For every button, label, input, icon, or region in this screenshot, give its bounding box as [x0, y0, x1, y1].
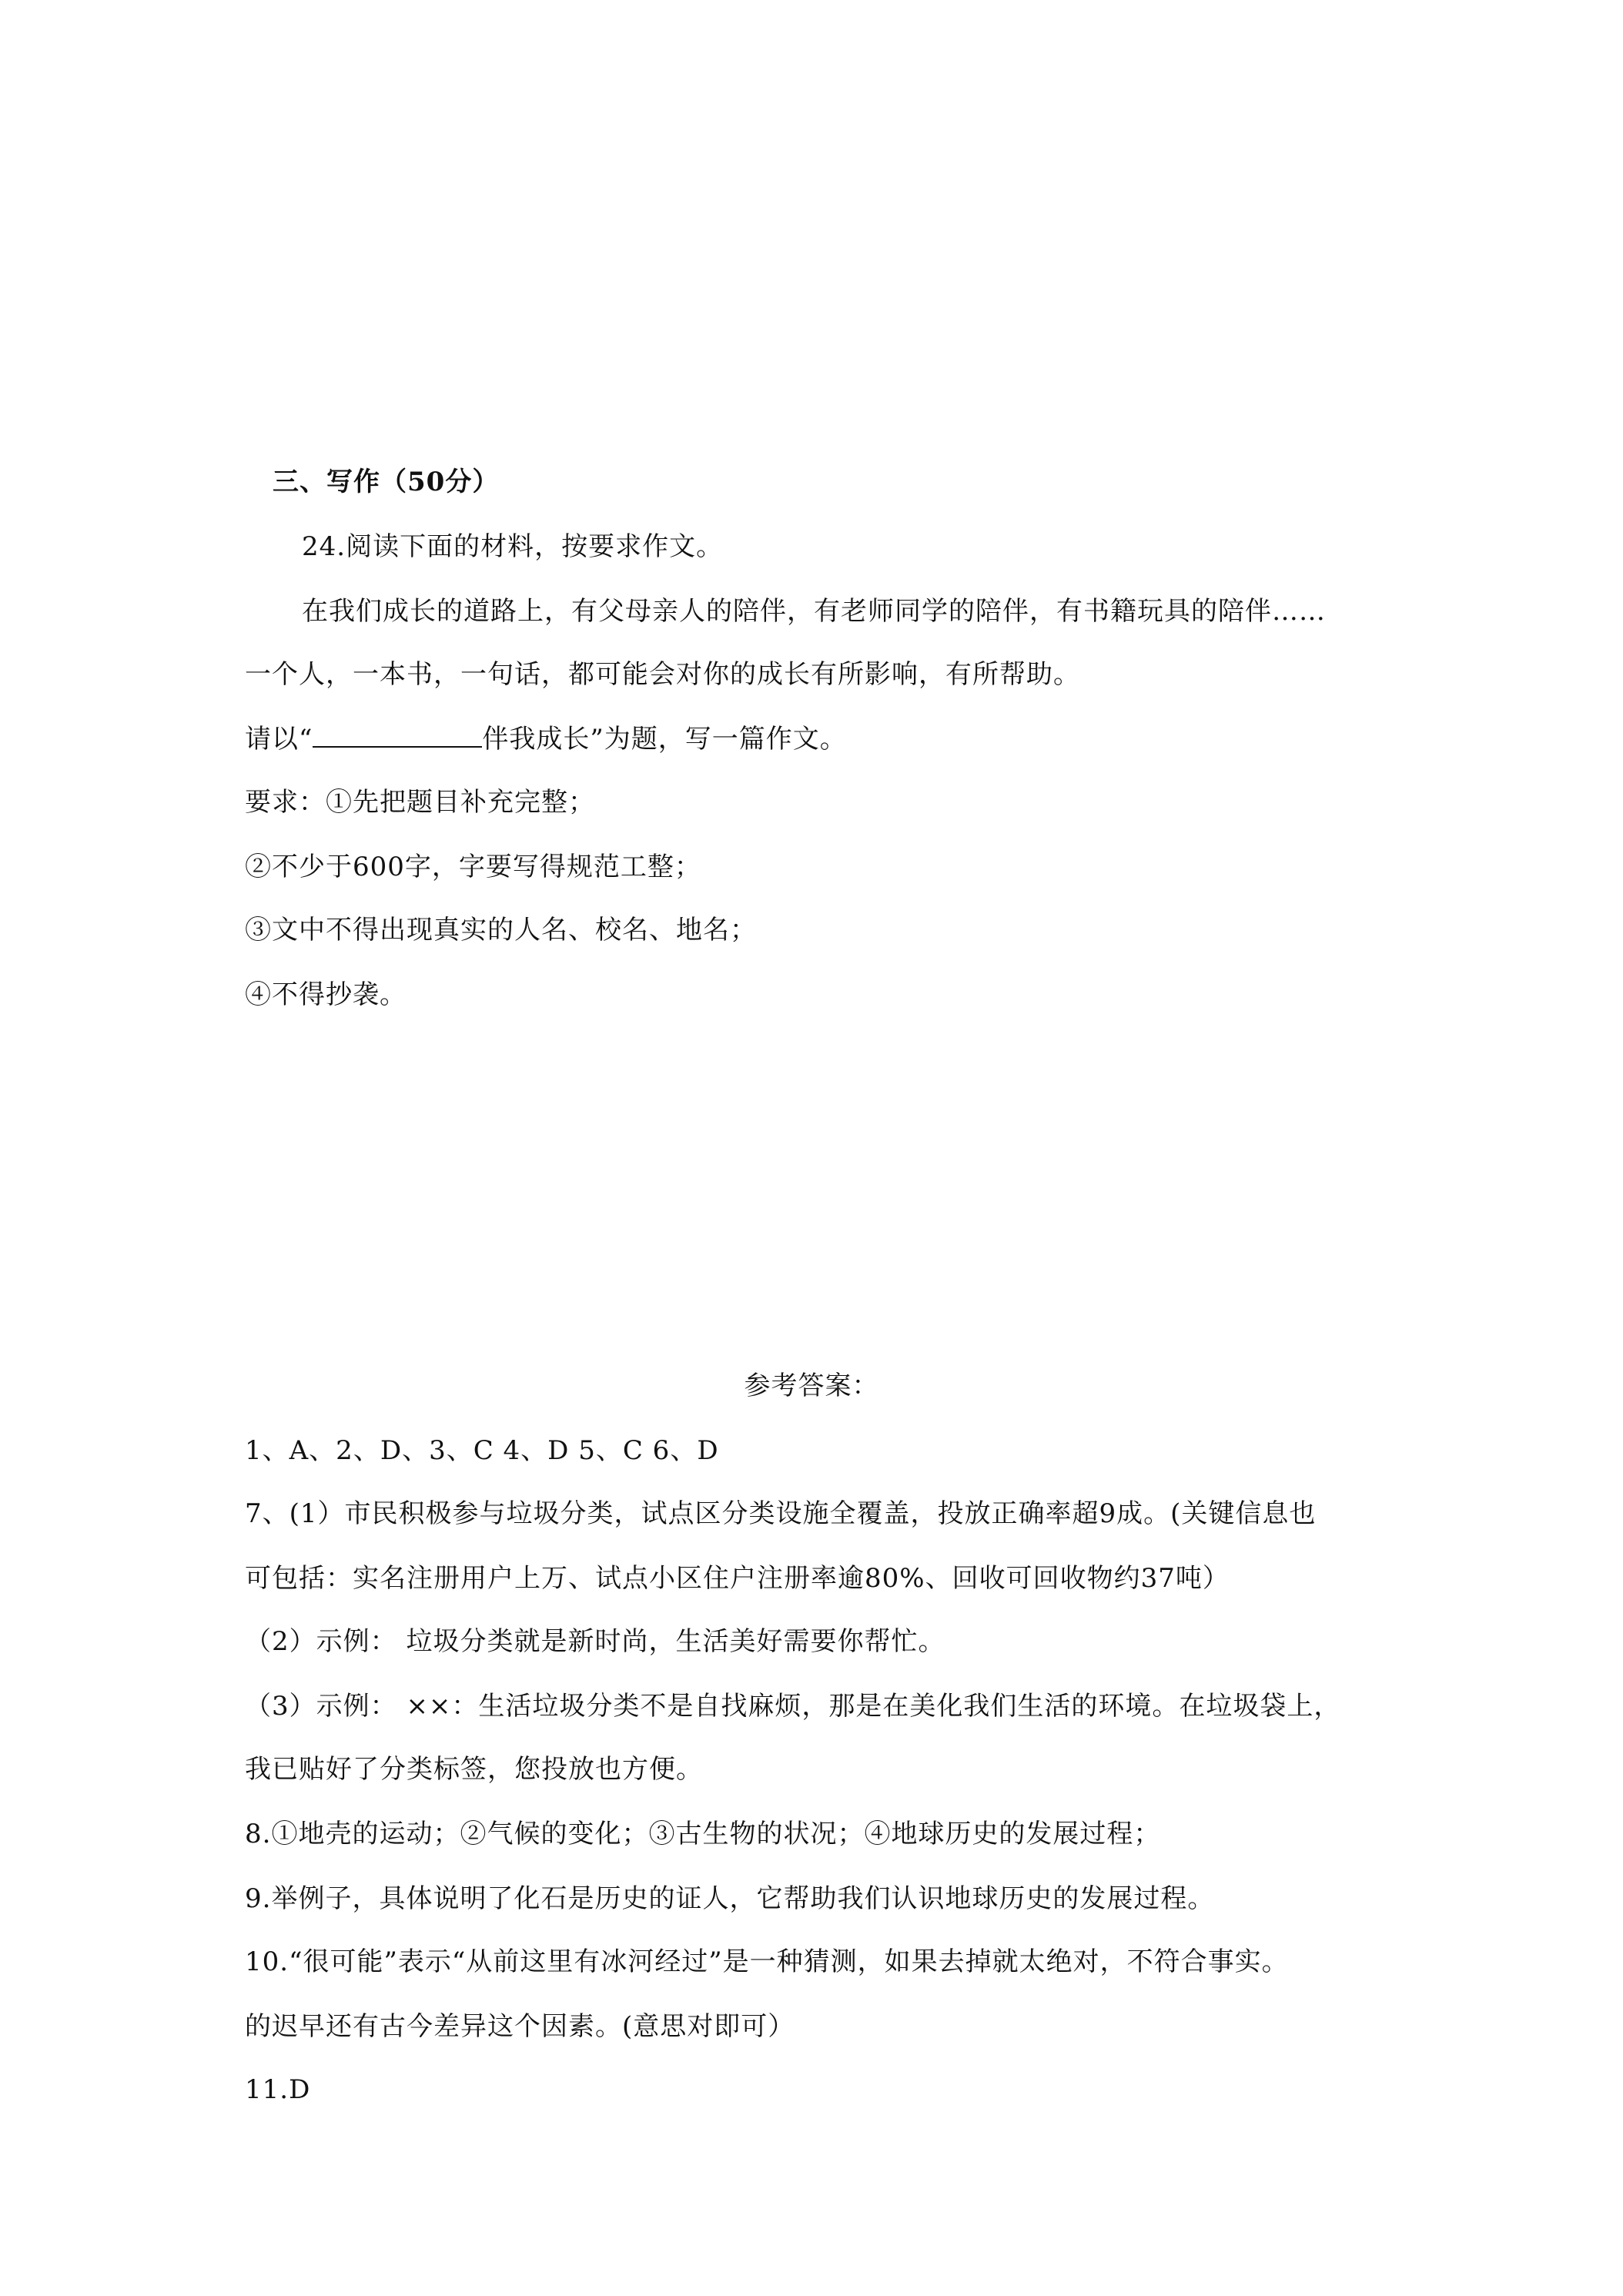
answer-line-7: 8.①地壳的运动；②气候的变化；③古生物的状况；④地球历史的发展过程；: [245, 1819, 1161, 1849]
answer-line-1: 1、A、2、D、3、C 4、D 5、C 6、D: [245, 1435, 719, 1466]
section-heading-writing: 三、写作（50分）: [273, 467, 500, 497]
essay-prompt-prefix: 请以“: [245, 724, 313, 755]
answers-title: 参考答案：: [744, 1371, 879, 1401]
answer-line-6: 我已贴好了分类标签，您投放也方便。: [245, 1754, 703, 1785]
requirement-1: 要求：①先把题目补充完整；: [245, 787, 595, 818]
answer-line-2: 7、(1）市民积极参与垃圾分类，试点区分类设施全覆盖，投放正确率超9成。(关键信息也: [245, 1498, 1317, 1529]
requirement-4: ④不得抄袭。: [245, 979, 407, 1010]
answer-line-5: （3）示例： ××：生活垃圾分类不是自找麻烦，那是在美化我们生活的环境。在垃圾袋上，: [245, 1691, 1341, 1722]
answer-line-8: 9.举例子，具体说明了化石是历史的证人，它帮助我们认识地球历史的发展过程。: [245, 1883, 1215, 1914]
answer-line-10: 的迟早还有古今差异这个因素。(意思对即可）: [245, 2011, 795, 2042]
answer-line-9: 10.“很可能”表示“从前这里有冰河经过”是一种猜测，如果去掉就太绝对，不符合事实。: [245, 1946, 1289, 1977]
essay-prompt-suffix: 伴我成长”为题，写一篇作文。: [482, 724, 847, 755]
answer-line-3: 可包括：实名注册用户上万、试点小区住户注册率逾80%、回收可回收物约37吨）: [245, 1563, 1230, 1594]
answer-line-11: 11.D: [245, 2074, 311, 2105]
essay-prompt: [245, 722, 847, 756]
material-line-2: 一个人，一本书，一句话，都可能会对你的成长有所影响，有所帮助。: [245, 659, 1080, 690]
requirement-3: ③文中不得出现真实的人名、校名、地名；: [245, 915, 757, 946]
answer-line-4: （2）示例： 垃圾分类就是新时尚，生活美好需要你帮忙。: [245, 1626, 945, 1657]
material-line-1: 在我们成长的道路上，有父母亲人的陪伴，有老师同学的陪伴，有书籍玩具的陪伴……: [302, 596, 1326, 627]
question-24: 24.阅读下面的材料，按要求作文。: [302, 531, 724, 562]
requirement-2: ②不少于600字，字要写得规范工整；: [245, 852, 701, 882]
title-blank: [313, 723, 482, 748]
